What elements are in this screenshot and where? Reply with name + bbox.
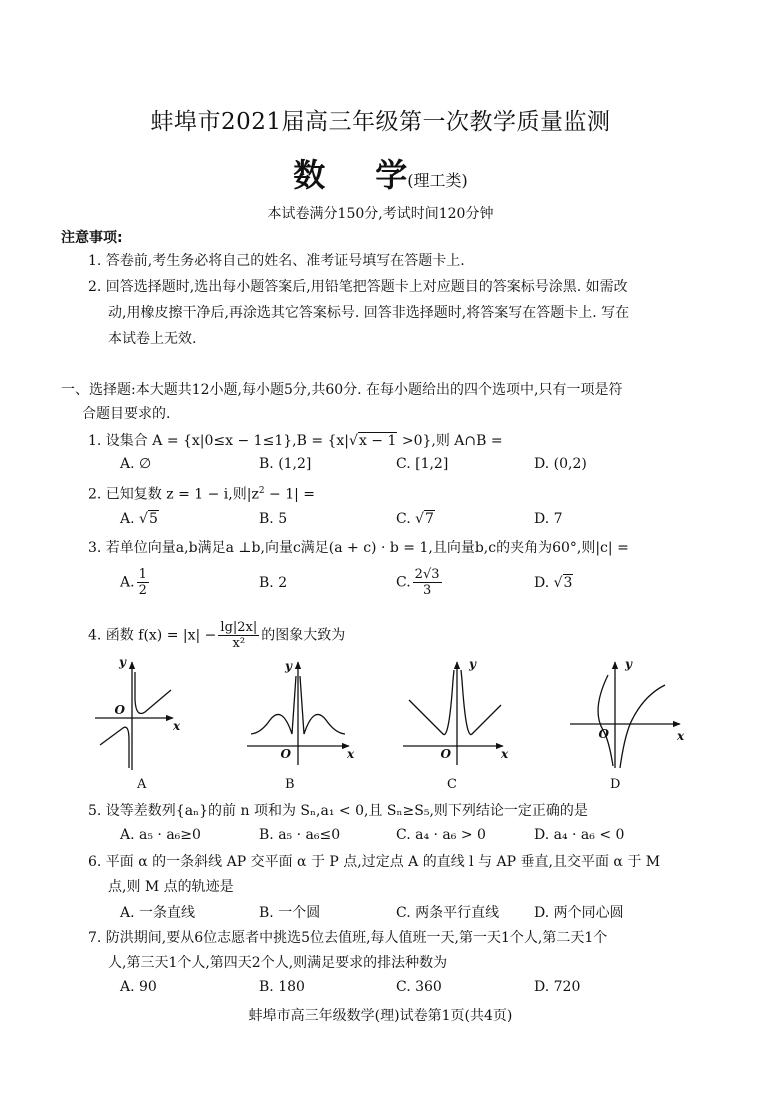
q3-a-denominator: 2 [138,583,147,598]
graph-c-left-branch [409,670,454,735]
graph-b-y-label: y [285,659,292,673]
q1-option-a: A. ∅ [120,456,152,472]
q7-option-b: B. 180 [259,979,305,995]
graph-b-origin-label: O [280,747,291,761]
notice-item-2-line-2: 动,用橡皮擦干净后,再涂选其它答案标号. 回答非选择题时,将答案写在答题卡上. 写在 [108,305,630,321]
q3-d-label: D. √ [534,575,563,591]
question-7-line-1: 7. 防洪期间,要从6位志愿者中挑选5位去值班,每人值班一天,第一天1个人,第二天1个 [88,930,608,946]
question-1 [88,431,503,451]
graph-d-left-branch [598,675,613,766]
q3-c-label: C. [396,574,411,591]
question-2 [88,481,315,505]
q1-option-c: C. [1,2] [396,456,449,472]
q6-option-b: B. 一个圆 [259,905,321,921]
q2-option-d: D. 7 [534,511,563,527]
q5-option-d: D. a₄ · a₆ < 0 [534,827,625,843]
q7-option-a: A. 90 [120,979,157,995]
graph-c-y-label: y [469,657,476,671]
q1-radicand: x − 1 [358,433,397,449]
q3-a-fraction [137,567,149,598]
q3-option-c [396,567,444,598]
subject-char-2: 学 [375,156,408,194]
graph-a-x-label: x [173,719,181,733]
q6-option-d: D. 两个同心圆 [534,905,624,921]
notice-item-2-line-1: 2. 回答选择题时,选出每小题答案后,用铅笔把答题卡上对应题目的答案标号涂黑. 如需改 [88,279,628,295]
graph-c-caption: C [447,777,457,792]
graph-d-origin-label: O [598,727,609,741]
q2-option-b: B. 5 [259,511,288,527]
q2-c-label: C. √ [396,511,425,527]
graph-d-y-label: y [625,657,632,671]
graph-d-right-branch [620,685,665,768]
graph-d-x-label: x [677,729,685,743]
q7-option-c: C. 360 [396,979,442,995]
question-6-line-1: 6. 平面 α 的一条斜线 AP 交平面 α 于 P 点,过定点 A 的直线 l 与 AP 垂直,且交平面 α 于 M [88,854,661,870]
exam-title: 蚌埠市2021届高三年级第一次教学质量监测 [150,109,611,135]
graph-d-caption: D [610,777,621,792]
q1-sqrt-sign: √ [349,433,358,449]
notice-item-1: 1. 答卷前,考生务必将自己的姓名、准考证号填写在答题卡上. [88,253,465,269]
graph-c-x-label: x [501,747,509,761]
section-heading-line-1: 一、选择题:本大题共12小题,每小题5分,共60分. 在每小题给出的四个选项中,只有一项是符 [61,382,623,398]
question-4 [88,620,345,651]
graph-b-x-label: x [347,747,355,761]
graph-a-right-branch [135,672,171,714]
question-7-line-2: 人,第三天1个人,第四天2个人,则满足要求的排法种数为 [108,955,448,971]
graph-b-right-branch [300,676,345,734]
q7-option-d: D. 720 [534,979,581,995]
q4-denominator: x² [232,636,246,651]
q4-stem-post: 的图象大致为 [261,627,346,644]
graph-a [95,662,173,770]
q2-c-radicand: 7 [425,511,434,527]
q3-option-b: B. 2 [259,575,288,591]
q2-option-a [120,511,159,527]
graph-c-origin-label: O [440,747,451,761]
notice-item-2-line-3: 本试卷上无效. [108,331,197,347]
q4-numerator: lg|2x| [220,620,258,635]
q6-option-c: C. 两条平行直线 [396,905,500,921]
subject-type: (理工类) [407,171,468,190]
graph-c-right-branch [461,670,501,735]
q2-a-label: A. √ [120,511,148,527]
q1-option-d: D. (0,2) [534,456,587,472]
graph-a-y-label: y [119,655,126,669]
graph-c [403,662,503,765]
q2-exponent: 2 [258,486,265,496]
q6-option-a: A. 一条直线 [120,905,196,921]
graph-a-caption: A [137,777,147,792]
q2-stem-post: − 1| = [264,486,315,503]
q5-option-a: A. a₅ · a₆≥0 [120,827,201,843]
graph-d [570,662,680,768]
q1-stem-pre: 1. 设集合 A = {x|0≤x − 1≤1},B = {x| [88,433,350,449]
q3-option-d [534,575,573,591]
section-heading-line-2: 合题目要求的. [82,406,171,422]
notice-heading: 注意事项: [61,230,123,246]
exam-subtitle: 本试卷满分150分,考试时间120分钟 [267,206,494,222]
q3-c-numerator: 2√3 [414,567,440,582]
subject-char-1: 数 [293,156,326,194]
graph-a-left-branch [100,727,129,768]
q2-stem-pre: 2. 已知复数 z = 1 − i,则|z [88,486,259,503]
q3-d-radicand: 3 [563,575,573,591]
graph-b-caption: B [285,777,295,792]
q2-a-radicand: 5 [148,511,158,527]
q2-option-c [396,511,435,527]
q4-graphs [85,650,685,775]
graph-a-origin-label: O [114,703,125,717]
q3-a-numerator: 1 [138,567,147,582]
q4-fraction [218,620,259,651]
q4-stem-pre: 4. 函数 f(x) = |x| − [88,627,217,644]
q1-option-b: B. (1,2] [259,456,312,472]
subject-heading [0,150,761,196]
q1-stem-post: >0},则 A∩B = [397,433,503,449]
graph-b-left-branch [251,676,296,734]
question-6-line-2: 点,则 M 点的轨迹是 [108,879,234,895]
page-footer: 蚌埠市高三年级数学(理)试卷第1页(共4页) [248,1008,513,1024]
graph-b [247,662,349,765]
q5-option-c: C. a₄ · a₆ > 0 [396,827,486,843]
q5-option-b: B. a₅ · a₆≤0 [259,827,341,843]
q3-option-a [120,567,151,598]
q3-c-fraction [413,567,442,598]
q3-c-denominator: 3 [422,583,432,598]
question-3: 3. 若单位向量a,b满足a ⊥b,向量c满足(a + c) · b = 1,且向量b,c的夹角为60°,则|c| = [88,540,629,556]
question-5: 5. 设等差数列{aₙ}的前 n 项和为 Sₙ,a₁ < 0,且 Sₙ≥S₅,则下列结论一定正确的是 [88,803,588,819]
q3-a-label: A. [120,574,135,591]
